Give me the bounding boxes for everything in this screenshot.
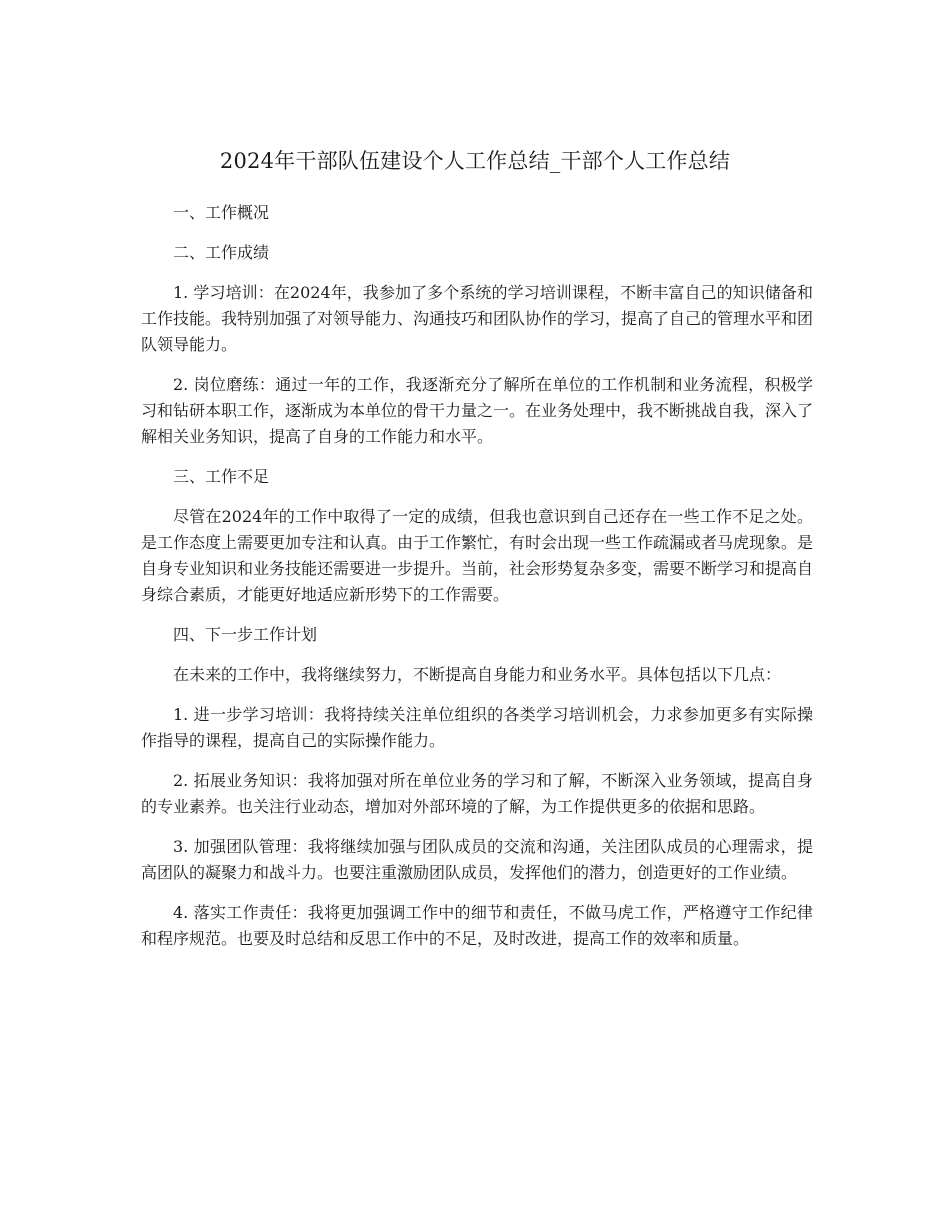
paragraph-plan-business: 2. 拓展业务知识：我将加强对所在单位业务的学习和了解，不断深入业务领域，提高自身的专业素养。也关注行业动态，增加对外部环境的了解，为工作提供更多的依据和思路。	[141, 771, 813, 816]
document-body	[141, 200, 813, 966]
paragraph-plan-team: 3. 加强团队管理：我将继续加强与团队成员的交流和沟通，关注团队成员的心理需求，提高团队的凝聚力和战斗力。也要注重激励团队成员，发挥他们的潜力，创造更好的工作业绩。	[141, 837, 813, 882]
paragraph-plan-responsibility: 4. 落实工作责任：我将更加强调工作中的细节和责任，不做马虎工作，严格遵守工作纪律和程序规范。也要及时总结和反思工作中的不足，及时改进，提高工作的效率和质量。	[141, 903, 813, 948]
paragraph-plan-intro: 在未来的工作中，我将继续努力，不断提高自身能力和业务水平。具体包括以下几点：	[173, 665, 782, 684]
document-title: 2024年干部队伍建设个人工作总结_干部个人工作总结	[219, 149, 731, 173]
paragraph-plan-training: 1. 进一步学习培训：我将持续关注单位组织的各类学习培训机会，力求参加更多有实际操作指导的课程，提高自己的实际操作能力。	[141, 705, 813, 750]
section-heading-achievements: 二、工作成绩	[173, 243, 270, 262]
paragraph-study-training: 1. 学习培训：在2024年，我参加了多个系统的学习培训课程，不断丰富自己的知识储备和工作技能。我特别加强了对领导能力、沟通技巧和团队协作的学习，提高了自己的管理水平和团队领导能力。	[141, 283, 814, 354]
section-heading-overview: 一、工作概况	[173, 203, 270, 222]
section-heading-next-plan: 四、下一步工作计划	[173, 625, 318, 644]
paragraph-shortcomings: 尽管在2024年的工作中取得了一定的成绩，但我也意识到自己还存在一些工作不足之处。是工作态度上需要更加专注和认真。由于工作繁忙，有时会出现一些工作疏漏或者马虎现象。是自身专业知识和业务技能还需要进一步提升。当前，社会形势复杂多变，需要不断学习和提高自身综合素质，才能更好地适应新形势下的工作需要。	[141, 507, 814, 604]
paragraph-job-practice: 2. 岗位磨练：通过一年的工作，我逐渐充分了解所在单位的工作机制和业务流程，积极学习和钻研本职工作，逐渐成为本单位的骨干力量之一。在业务处理中，我不断挑战自我，深入了解相关业务知识，提高了自身的工作能力和水平。	[141, 375, 814, 446]
section-heading-shortcomings: 三、工作不足	[173, 467, 270, 486]
